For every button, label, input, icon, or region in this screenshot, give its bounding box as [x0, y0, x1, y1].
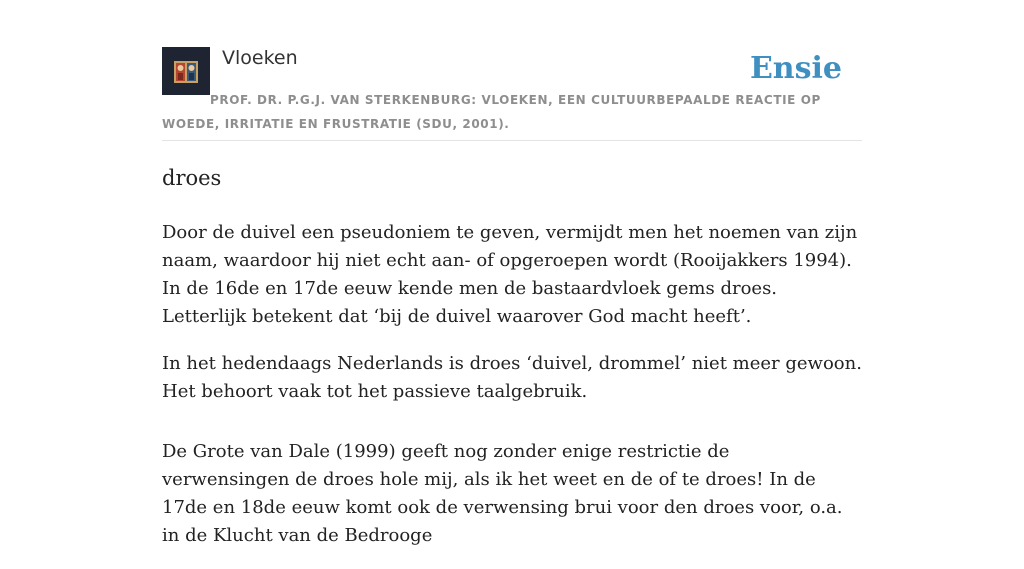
- book-header: [162, 46, 862, 141]
- entry-paragraph-3: De Grote van Dale (1999) geeft nog zonder enige restrictie de verwensingen de droes hole mij, als ik het weet en de of te droes! In de 17de en 18de eeuw komt ook de verwensing brui voor den droes voor, o.a. in de Klucht van de Bedrooge: [162, 441, 843, 546]
- entry-title: droes: [162, 166, 222, 190]
- ensie-logo[interactable]: Ensie: [749, 51, 842, 86]
- book-title[interactable]: Vloeken: [222, 47, 298, 69]
- entry-paragraph-2: In het hedendaags Nederlands is droes ‘duivel, drommel’ niet meer gewoon. Het behoort vaak tot het passieve taalgebruik.: [162, 353, 862, 402]
- source-citation: PROF. DR. P.G.J. VAN STERKENBURG: VLOEKEN, EEN CULTUURBEPAALDE REACTIE OP WOEDE, IRRITATIE EN FRUSTRATIE (SDU, 2001).: [162, 93, 821, 131]
- entry-content: [162, 160, 862, 569]
- entry-paragraph-1: Door de duivel een pseudoniem te geven, vermijdt men het noemen van zijn naam, waardoor hij niet echt aan- of opgeroepen wordt (Rooijakkers 1994). In de 16de en 17de eeuw kende men de bastaardvloek gems droes. Letterlijk betekent dat ‘bij de duivel waarover God macht heeft’.: [162, 222, 858, 327]
